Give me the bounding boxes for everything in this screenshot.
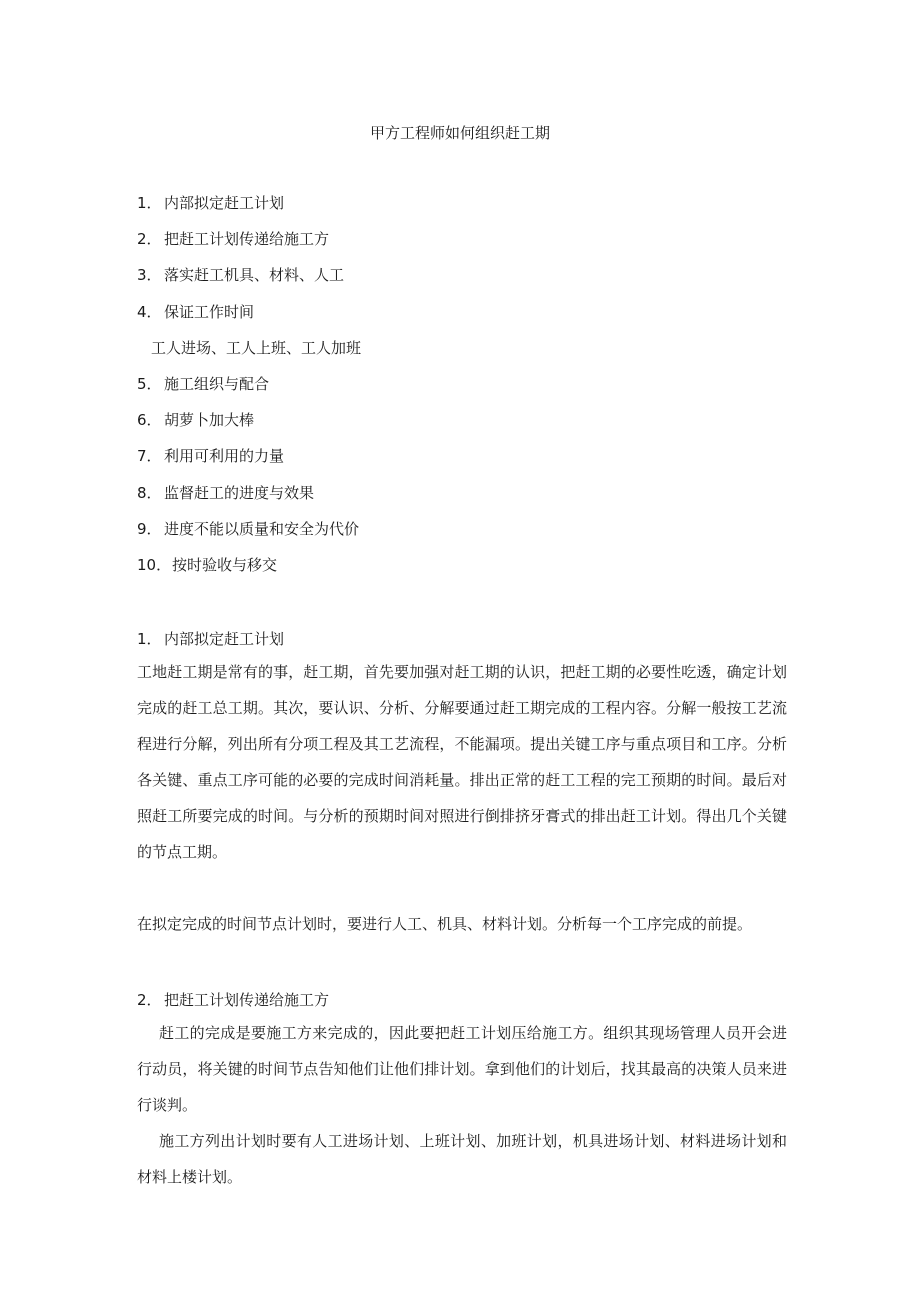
section-heading	[137, 989, 787, 1011]
toc-item	[137, 482, 797, 518]
table-of-contents	[137, 192, 797, 590]
toc-item	[137, 264, 797, 300]
toc-item-text: 监督赶工的进度与效果	[164, 483, 315, 502]
toc-item-text: 按时验收与移交	[172, 555, 278, 574]
toc-item	[137, 409, 797, 445]
toc-item-number: 8．	[137, 483, 162, 502]
section-2	[137, 989, 787, 1195]
section-heading-text: 把赶工计划传递给施工方	[164, 991, 330, 1009]
toc-item-number: 5．	[137, 374, 162, 393]
toc-item-text: 把赶工计划传递给施工方	[164, 230, 330, 249]
toc-item	[137, 373, 797, 409]
section-1	[137, 628, 787, 942]
section-number: 2．	[137, 991, 162, 1009]
toc-item-number: 6．	[137, 411, 162, 430]
toc-item-number: 4．	[137, 302, 162, 321]
toc-subitem-text: 工人进场、工人上班、工人加班	[151, 338, 362, 357]
toc-item-number: 3．	[137, 266, 162, 285]
toc-item-number: 10．	[137, 555, 172, 574]
document-title: 甲方工程师如何组织赶工期	[369, 124, 550, 142]
toc-item-text: 进度不能以质量和安全为代价	[164, 519, 360, 538]
toc-item	[137, 518, 797, 554]
toc-item	[137, 228, 797, 264]
toc-item-number: 9．	[137, 519, 162, 538]
toc-item-number: 7．	[137, 447, 162, 466]
toc-item	[137, 554, 797, 590]
toc-subitem	[137, 337, 797, 373]
toc-item-text: 施工组织与配合	[164, 374, 270, 393]
toc-item-text: 内部拟定赶工计划	[164, 194, 285, 212]
toc-item-number: 2．	[137, 230, 162, 249]
toc-item-text: 胡萝卜加大棒	[164, 411, 255, 430]
toc-item	[137, 301, 797, 337]
section-heading-text: 内部拟定赶工计划	[164, 630, 285, 648]
section-paragraph: 赶工的完成是要施工方来完成的，因此要把赶工计划压给施工方。组织其现场管理人员开会进行动员，将关键的时间节点告知他们让他们排计划。拿到他们的计划后，找其最高的决策人员来进行谈判。	[137, 1024, 787, 1114]
toc-item-text: 利用可利用的力量	[164, 447, 285, 466]
toc-item	[137, 445, 797, 481]
section-heading	[137, 628, 787, 650]
toc-item-text: 保证工作时间	[164, 302, 255, 321]
toc-item	[137, 192, 797, 228]
section-paragraph: 工地赶工期是常有的事，赶工期，首先要加强对赶工期的认识，把赶工期的必要性吃透，确定计划完成的赶工总工期。其次，要认识、分析、分解要通过赶工期完成的工程内容。分解一般按工艺流程进行分解，列出所有分项工程及其工艺流程，不能漏项。提出关键工序与重点项目和工序。分析各关键、重点工序可能的必要的完成时间消耗量。排出正常的赶工工程的完工预期的时间。最后对照赶工所要完成的时间。与分析的预期时间对照进行倒排挤牙膏式的排出赶工计划。得出几个关键的节点工期。	[137, 663, 787, 861]
toc-item-number: 1．	[137, 194, 162, 212]
section-paragraph: 施工方列出计划时要有人工进场计划、上班计划、加班计划，机具进场计划、材料进场计划和材料上楼计划。	[137, 1132, 787, 1186]
section-number: 1．	[137, 630, 162, 648]
toc-item-text: 落实赶工机具、材料、人工	[164, 266, 345, 285]
section-paragraph: 在拟定完成的时间节点计划时，要进行人工、机具、材料计划。分析每一个工序完成的前提。	[137, 915, 753, 933]
